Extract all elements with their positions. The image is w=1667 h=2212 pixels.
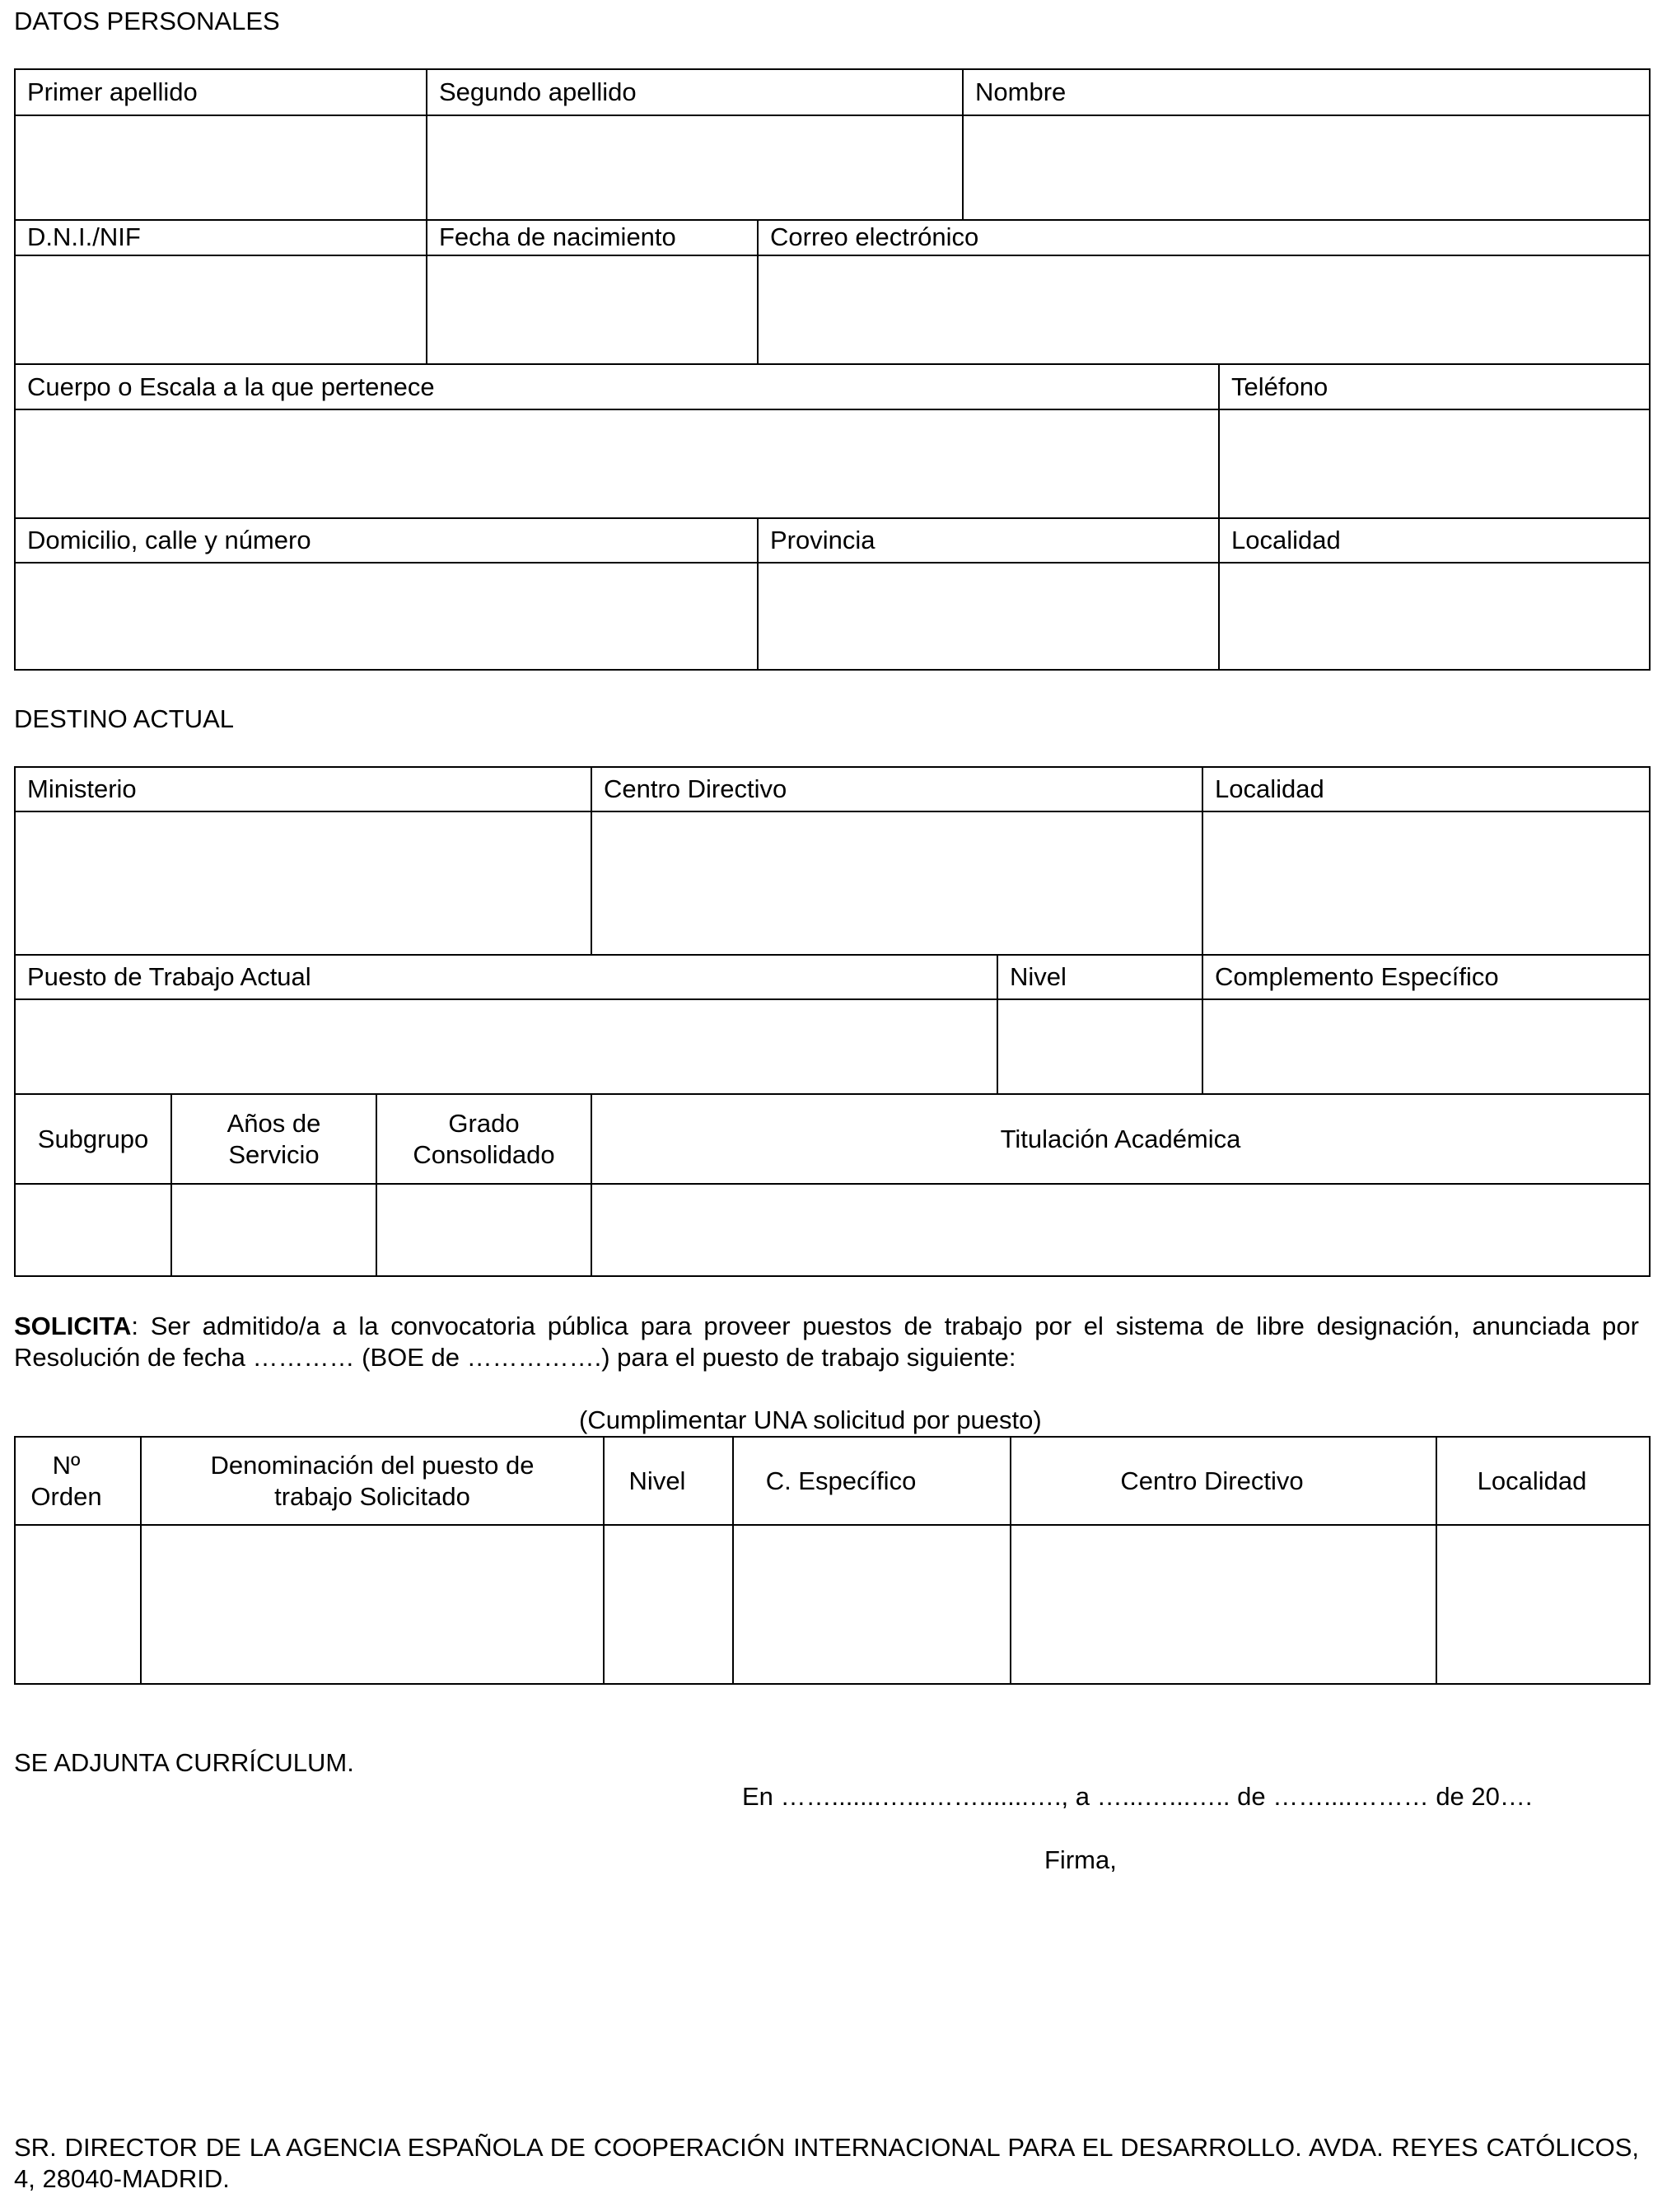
label-dni: D.N.I./NIF: [27, 222, 141, 251]
field-correo[interactable]: [759, 256, 1649, 363]
field-domicilio[interactable]: [16, 564, 757, 669]
solicita-note: (Cumplimentar UNA solicitud por puesto): [579, 1405, 1042, 1434]
solicita-text: : Ser admitido/a a la convocatoria pública para proveer puestos de trabajo por el sistema de libre designación, anunciada por Resolución de fecha ………… (BOE de …………….) para el puesto de trabajo siguiente:: [14, 1312, 1639, 1372]
label-correo: Correo electrónico: [770, 222, 979, 251]
field-puesto-nivel[interactable]: [605, 1526, 732, 1683]
label-complemento: Complemento Específico: [1215, 962, 1499, 991]
field-cuerpo[interactable]: [16, 410, 1218, 517]
field-fecha-nacimiento[interactable]: [427, 256, 757, 363]
field-ministerio[interactable]: [16, 812, 591, 954]
field-puesto-denominacion[interactable]: [142, 1526, 603, 1683]
field-nombre[interactable]: [964, 116, 1649, 219]
field-telefono[interactable]: [1220, 410, 1649, 517]
label-ministerio: Ministerio: [27, 774, 137, 803]
firma-label: Firma,: [1044, 1845, 1117, 1874]
field-puesto-centro[interactable]: [1011, 1526, 1436, 1683]
fecha-line: En …….......…...…….......…., a …...…...….. de ……....……… de 20….: [742, 1782, 1533, 1811]
label-domicilio: Domicilio, calle y número: [27, 526, 311, 554]
label-fecha-nacimiento: Fecha de nacimiento: [439, 222, 676, 251]
field-subgrupo[interactable]: [16, 1185, 170, 1275]
label-puesto-actual: Puesto de Trabajo Actual: [27, 962, 311, 991]
label-nombre: Nombre: [975, 77, 1067, 106]
label-cuerpo: Cuerpo o Escala a la que pertenece: [27, 372, 435, 401]
field-destino-localidad[interactable]: [1203, 812, 1649, 954]
field-grado-consolidado[interactable]: [377, 1185, 591, 1275]
label-primer-apellido: Primer apellido: [27, 77, 198, 106]
label-provincia: Provincia: [770, 526, 876, 554]
field-nivel[interactable]: [998, 1000, 1202, 1093]
label-nivel: Nivel: [1010, 962, 1067, 991]
field-titulacion[interactable]: [592, 1185, 1649, 1275]
field-complemento[interactable]: [1203, 1000, 1649, 1093]
solicita-paragraph: [14, 1311, 1639, 1373]
field-centro-directivo[interactable]: [592, 812, 1202, 954]
field-provincia[interactable]: [759, 564, 1218, 669]
th-especifico: C. Específico: [765, 1466, 917, 1495]
section-title-destino-actual: DESTINO ACTUAL: [14, 704, 234, 733]
field-puesto-especifico[interactable]: [734, 1526, 1010, 1683]
th-numero-orden: Nº Orden: [30, 1450, 102, 1511]
label-segundo-apellido: Segundo apellido: [439, 77, 637, 106]
label-destino-localidad: Localidad: [1215, 774, 1324, 803]
label-localidad: Localidad: [1231, 526, 1341, 554]
label-subgrupo: Subgrupo: [37, 1124, 149, 1153]
solicita-bold: SOLICITA: [14, 1312, 132, 1340]
field-primer-apellido[interactable]: [16, 116, 426, 219]
label-centro-directivo: Centro Directivo: [604, 774, 787, 803]
th-centro-directivo: Centro Directivo: [1120, 1466, 1304, 1495]
field-puesto-actual[interactable]: [16, 1000, 997, 1093]
section-title-datos-personales: DATOS PERSONALES: [14, 7, 280, 35]
th-denominacion: Denominación del puesto de trabajo Solicitado: [210, 1450, 535, 1511]
field-puesto-orden[interactable]: [16, 1526, 140, 1683]
curriculum-note: SE ADJUNTA CURRÍCULUM.: [14, 1748, 354, 1777]
label-telefono: Teléfono: [1231, 372, 1328, 401]
field-dni[interactable]: [16, 256, 426, 363]
th-localidad: Localidad: [1477, 1466, 1587, 1495]
field-localidad[interactable]: [1220, 564, 1649, 669]
field-segundo-apellido[interactable]: [427, 116, 962, 219]
th-nivel: Nivel: [628, 1466, 686, 1495]
label-grado-consolidado: Grado Consolidado: [413, 1108, 555, 1169]
field-puesto-localidad[interactable]: [1437, 1526, 1649, 1683]
field-anos-servicio[interactable]: [172, 1185, 376, 1275]
label-titulacion: Titulación Académica: [1000, 1124, 1241, 1153]
label-anos-servicio: Años de Servicio: [226, 1108, 321, 1169]
destinatario-paragraph: SR. DIRECTOR DE LA AGENCIA ESPAÑOLA DE COOPERACIÓN INTERNACIONAL PARA EL DESARROLLO. AVDA. REYES CATÓLICOS, 4, 28040-MADRID.: [14, 2133, 1639, 2193]
